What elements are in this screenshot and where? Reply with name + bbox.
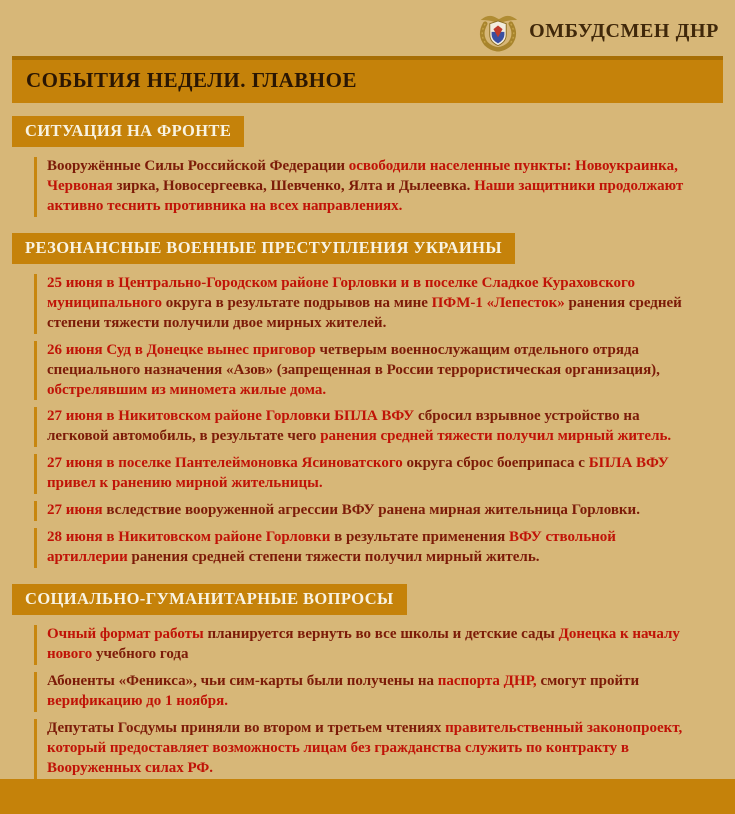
brand-label: ОМБУДСМЕН ДНР <box>529 19 719 42</box>
text-run: Очный формат работы <box>47 626 208 642</box>
section-3 <box>0 584 735 779</box>
text-run: обстрелявшим из миномета жилые дома. <box>47 381 327 398</box>
paragraph <box>34 454 700 494</box>
paragraph <box>34 274 700 334</box>
sections <box>0 103 735 779</box>
bottom-bar <box>0 779 735 814</box>
paragraph <box>34 719 700 779</box>
text-run: 27 июня в поселке Пантелеймоновка Ясиноватского <box>47 455 407 472</box>
paragraph <box>34 407 700 447</box>
paragraph <box>34 501 700 521</box>
section-heading: СИТУАЦИЯ НА ФРОНТЕ <box>12 116 244 147</box>
text-run: в результате применения <box>334 529 509 546</box>
paragraph <box>34 625 700 665</box>
section-content <box>34 157 700 217</box>
text-run: четверым военнослужащим отдельного отряда специального назначения «Азов» (запрещенная в России террористическая организация), <box>47 341 660 378</box>
text-run: освободили населенные пункты: Новоукраинка, Червоная <box>47 158 678 194</box>
text-run: 26 июня Суд в Донецке вынес приговор <box>47 341 320 358</box>
text-run: ВФУ ствольной артиллерии <box>47 529 616 566</box>
text-run: 27 июня в Никитовском районе Горловки БПЛА ВФУ <box>47 408 418 425</box>
text-run: учебного года <box>95 645 189 662</box>
text-run: БПЛА ВФУ привел к ранению мирной жительницы. <box>47 455 669 492</box>
text-run: ранения средней степени тяжести получили двое мирных жителей. <box>47 294 682 331</box>
text-run: 28 июня в Никитовском районе Горловки <box>47 529 335 546</box>
text-run: округа сброс боеприпаса с <box>406 455 589 472</box>
text-run: вследствие вооруженной агрессии ВФУ ранена мирная жительница Горловки. <box>106 502 640 519</box>
text-run: ранения средней тяжести получил мирный житель. <box>320 428 672 445</box>
paragraph <box>34 528 700 568</box>
ombudsman-emblem-icon <box>476 10 520 52</box>
top-brand-row <box>0 0 735 56</box>
section-1 <box>0 116 735 217</box>
section-2 <box>0 233 735 568</box>
text-run: Депутаты Госдумы приняли во втором и третьем чтениях <box>47 719 446 736</box>
text-run: планируется вернуть во все школы и детские сады <box>207 626 559 642</box>
text-run: смогут пройти <box>540 672 640 689</box>
text-run: сбросил взрывное устройство на легковой автомобиль, в результате чего <box>47 408 640 445</box>
section-heading: РЕЗОНАНСНЫЕ ВОЕННЫЕ ПРЕСТУПЛЕНИЯ УКРАИНЫ <box>12 233 515 264</box>
text-run: Вооружённые Силы Российской Федерации <box>47 158 349 174</box>
section-heading: СОЦИАЛЬНО-ГУМАНИТАРНЫЕ ВОПРОСЫ <box>12 584 407 615</box>
text-run: зирка, Новосергеевка, Шевченко, Ялта и Дылеевка. <box>116 177 475 194</box>
text-run: Наши защитники продолжают активно теснить противника на всех направлениях. <box>47 177 684 214</box>
text-run: правительственный законопроект, который предоставляет возможность лицам без гражданства служить по контракту в Вооруженных силах РФ. <box>47 719 683 776</box>
text-run: верификацию до 1 ноября. <box>47 692 228 709</box>
section-content <box>34 625 700 779</box>
section-content <box>34 274 700 568</box>
text-run: ПФМ-1 «Лепесток» <box>431 294 569 311</box>
text-run: Донецка к началу нового <box>47 626 680 662</box>
text-run: 25 июня в Центрально-Городском районе Горловки и в поселке Сладкое Кураховского муниципального <box>47 274 635 311</box>
paragraph <box>34 157 700 217</box>
text-run: 27 июня <box>47 502 107 519</box>
text-run: округа в результате подрывов на мине <box>165 294 432 311</box>
text-run: Абоненты «Феникса», чьи сим-карты были получены на <box>47 672 438 689</box>
paragraph <box>34 672 700 712</box>
text-run: паспорта ДНР, <box>437 672 541 689</box>
page-title: СОБЫТИЯ НЕДЕЛИ. ГЛАВНОЕ <box>12 56 723 103</box>
paragraph <box>34 341 700 401</box>
text-run: ранения средней степени тяжести получил мирный житель. <box>131 549 540 566</box>
